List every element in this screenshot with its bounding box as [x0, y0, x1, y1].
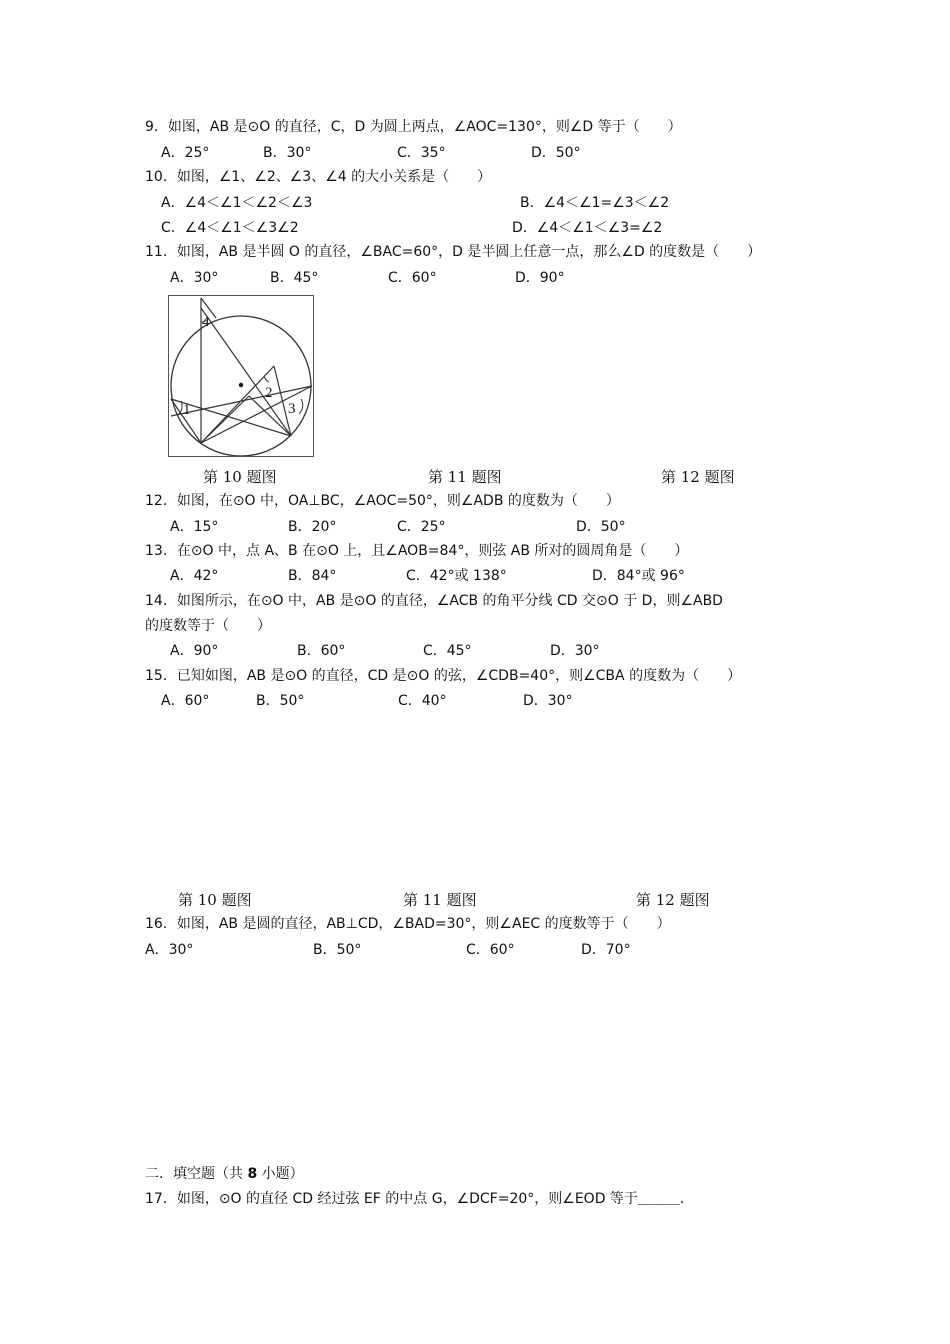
q13-option-b: B．84° [288, 568, 337, 584]
q14-option-c: C．45° [423, 643, 472, 659]
q9-stem: 9．如图，AB 是⊙O 的直径，C，D 为圆上两点，∠AOC=130°，则∠D 等于（ ） [145, 119, 682, 135]
label-angle-4: 4 [202, 314, 210, 330]
q15-option-b: B．50° [256, 693, 305, 709]
q13-option-a: A．42° [170, 568, 219, 584]
q13-stem: 13．在⊙O 中，点 A、B 在⊙O 上，且∠AOB=84°，则弦 AB 所对的圆周角是（ ） [145, 543, 689, 559]
q9-option-d: D．50° [531, 145, 581, 161]
section-heading-prefix: 二．填空题（共 [145, 1166, 248, 1182]
caption-fig11: 第 11 题图 [428, 468, 502, 486]
section-heading-count: 8 [247, 1166, 258, 1182]
q9-option-b: B．30° [263, 145, 312, 161]
chord-long-diag [201, 308, 291, 436]
caption-fig12-second: 第 12 题图 [636, 891, 710, 909]
q16-option-c: C．60° [466, 942, 515, 958]
q14-stem-continued: 的度数等于（ ） [145, 618, 271, 634]
q10-option-c: C．∠4＜∠1＜∠3∠2 [161, 220, 299, 236]
center-dot-o [239, 383, 243, 387]
q15-option-c: C．40° [398, 693, 447, 709]
q11-option-a: A．30° [170, 270, 219, 286]
q15-option-a: A．60° [161, 693, 210, 709]
q12-stem: 12．如图，在⊙O 中，OA⊥BC，∠AOC=50°，则∠ADB 的度数为（ ） [145, 493, 620, 509]
q10-option-d: D．∠4＜∠1＜∠3=∠2 [512, 220, 663, 236]
q14-option-d: D．30° [550, 643, 600, 659]
q11-stem: 11．如图，AB 是半圆 O 的直径，∠BAC=60°，D 是半圆上任意一点，那么∠D 的度数是（ ） [145, 244, 762, 260]
section-heading-suffix: 小题） [257, 1166, 304, 1182]
q12-option-b: B．20° [288, 519, 337, 535]
q15-option-d: D．30° [523, 693, 573, 709]
q11-option-d: D．90° [515, 270, 565, 286]
caption-fig10: 第 10 题图 [203, 468, 277, 486]
q14-stem: 14．如图所示，在⊙O 中，AB 是⊙O 的直径，∠ACB 的角平分线 CD 交⊙O 于 D，则∠ABD [145, 593, 723, 609]
angle-arc-2 [264, 376, 269, 382]
q14-option-b: B．60° [297, 643, 346, 659]
q16-option-a: A．30° [145, 942, 194, 958]
label-angle-3: 3 [288, 401, 296, 417]
figure-q10 [168, 295, 314, 457]
q16-option-d: D．70° [581, 942, 631, 958]
q10-option-a: A．∠4＜∠1＜∠2＜∠3 [161, 195, 313, 211]
q10-stem: 10．如图，∠1、∠2、∠3、∠4 的大小关系是（ ） [145, 169, 492, 185]
q9-option-a: A．25° [161, 145, 210, 161]
q13-option-d: D．84°或 96° [592, 568, 685, 584]
label-angle-2: 2 [265, 385, 273, 401]
angle-arc-3 [299, 399, 303, 414]
q16-stem: 16．如图，AB 是圆的直径，AB⊥CD，∠BAD=30°，则∠AEC 的度数等于（ ） [145, 916, 671, 932]
q14-option-a: A．90° [170, 643, 219, 659]
q9-option-c: C．35° [397, 145, 446, 161]
q12-option-d: D．50° [576, 519, 626, 535]
q13-option-c: C．42°或 138° [406, 568, 507, 584]
q12-option-c: C．25° [397, 519, 446, 535]
q11-option-b: B．45° [270, 270, 319, 286]
q10-option-b: B．∠4＜∠1=∠3＜∠2 [520, 195, 670, 211]
q11-option-c: C．60° [388, 270, 437, 286]
caption-fig10-second: 第 10 题图 [178, 891, 252, 909]
section-heading-fill-in [145, 1164, 304, 1184]
chord-inner [201, 396, 249, 443]
caption-fig12: 第 12 题图 [661, 468, 735, 486]
label-angle-1: 1 [183, 402, 191, 418]
caption-fig11-second: 第 11 题图 [403, 891, 477, 909]
q17-stem: 17．如图，⊙O 的直径 CD 经过弦 EF 的中点 G，∠DCF=20°，则∠EOD 等于＿＿＿． [145, 1191, 694, 1207]
q15-stem: 15．已知如图，AB 是⊙O 的直径，CD 是⊙O 的弦，∠CDB=40°，则∠CBA 的度数为（ ） [145, 668, 742, 684]
q12-option-a: A．15° [170, 519, 219, 535]
q16-option-b: B．50° [313, 942, 362, 958]
figure-q10-drawing [169, 296, 313, 456]
